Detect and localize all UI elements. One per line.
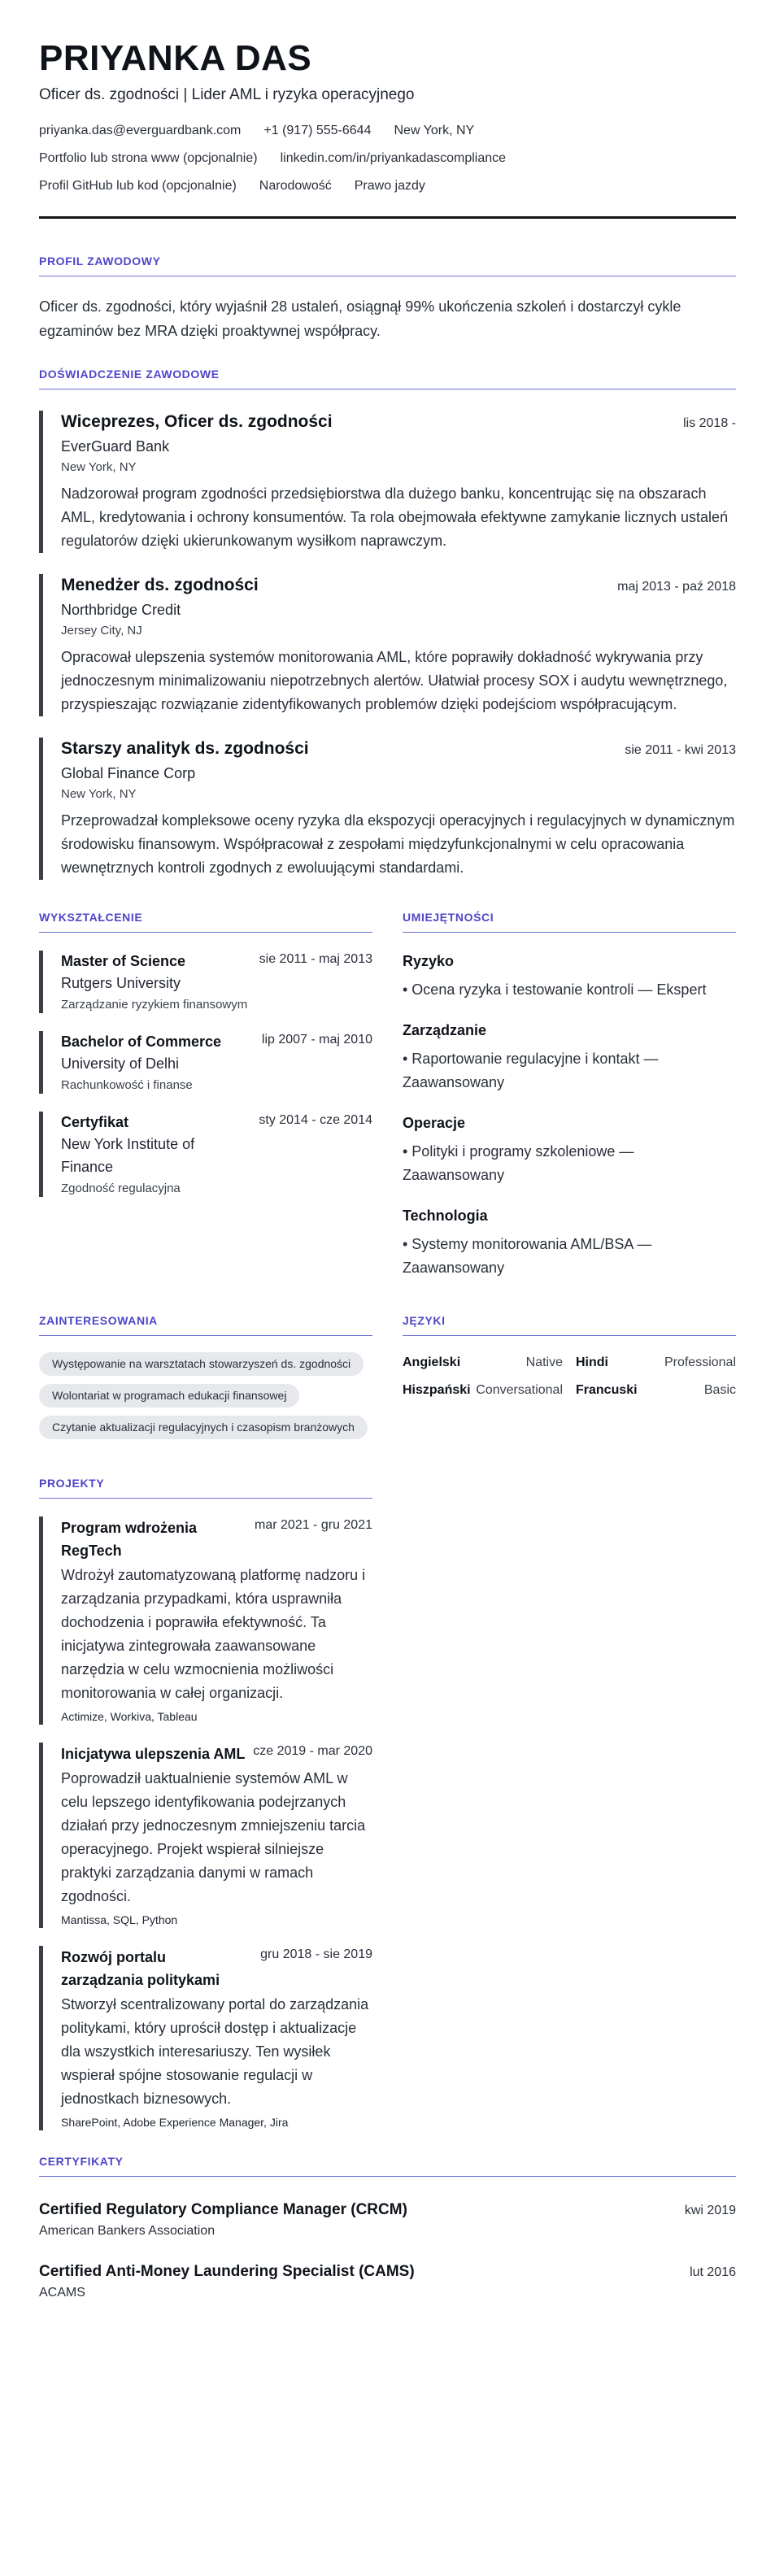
- project-entry: [39, 1946, 372, 2130]
- education-date: sie 2011 - maj 2013: [259, 952, 372, 966]
- job-location: Jersey City, NJ: [61, 624, 142, 637]
- interest-chip: Czytanie aktualizacji regulacyjnych i czasopism branżowych: [39, 1416, 368, 1439]
- candidate-name: PRIYANKA DAS: [39, 38, 312, 78]
- headline: Oficer ds. zgodności | Lider AML i ryzyka operacyjnego: [39, 86, 415, 103]
- job-description: Przeprowadzał kompleksowe oceny ryzyka dla ekspozycji operacyjnych i regulacyjnych w dynamicznym środowisku finansowym. Współpracował z zespołami międzyfunkcjonalnymi w celu opracowania wewnętrznych kontroli zgodnych z ewoluującymi standardami.: [61, 812, 735, 876]
- education-entry: [39, 1031, 372, 1094]
- language-entry: [576, 1383, 736, 1398]
- section-title: ZAINTERESOWANIA: [39, 1314, 372, 1336]
- certifications-section: [39, 2155, 736, 2300]
- section-title: PROFIL ZAWODOWY: [39, 255, 736, 276]
- skill-category-name: Technologia: [403, 1208, 488, 1224]
- skill-item: • Raportowanie regulacyjne i kontakt — Zaawansowany: [403, 1051, 659, 1090]
- job-entry: [39, 411, 736, 553]
- skill-category-name: Operacje: [403, 1115, 466, 1131]
- interest-chips: [39, 1352, 372, 1447]
- education-date: sty 2014 - cze 2014: [259, 1113, 372, 1127]
- field-of-study: Zgodność regulacyjna: [61, 1181, 181, 1195]
- summary-section: [39, 255, 736, 343]
- education-date: lip 2007 - maj 2010: [261, 1033, 372, 1046]
- job-date: sie 2011 - kwi 2013: [625, 743, 736, 757]
- language-level: Professional: [664, 1355, 736, 1369]
- education-section: [39, 911, 372, 1280]
- project-date: gru 2018 - sie 2019: [260, 1947, 372, 1961]
- section-title: WYKSZTAŁCENIE: [39, 911, 372, 933]
- location-text: New York, NY: [394, 124, 475, 137]
- languages-section: [403, 1314, 736, 1447]
- job-location: New York, NY: [61, 460, 137, 474]
- portfolio-link[interactable]: Portfolio lub strona www (opcjonalnie): [39, 151, 258, 165]
- language-name: Francuski: [576, 1383, 638, 1397]
- job-entry: [39, 738, 736, 880]
- job-date: lis 2018 -: [683, 416, 736, 430]
- license-text: Prawo jazdy: [354, 179, 425, 193]
- header-divider: [39, 216, 736, 219]
- experience-section: [39, 368, 736, 880]
- skill-category: [403, 951, 736, 1002]
- degree: Certyfikat: [61, 1114, 129, 1130]
- certification-date: lut 2016: [690, 2265, 736, 2279]
- skill-category: [403, 1020, 736, 1094]
- project-tech: Actimize, Workiva, Tableau: [61, 1710, 198, 1723]
- language-name: Hindi: [576, 1355, 608, 1369]
- school: Rutgers University: [61, 975, 181, 991]
- certification-entry: [39, 2200, 736, 2239]
- education-entry: [39, 1112, 372, 1197]
- job-date: maj 2013 - paź 2018: [617, 580, 736, 594]
- project-entry: [39, 1743, 372, 1928]
- skill-item: • Polityki i programy szkoleniowe — Zaawansowany: [403, 1143, 634, 1183]
- job-company: EverGuard Bank: [61, 438, 170, 455]
- certification-name: Certified Regulatory Compliance Manager (CRCM): [39, 2201, 407, 2218]
- two-column-row: [39, 1314, 736, 1447]
- github-link[interactable]: Profil GitHub lub kod (opcjonalnie): [39, 179, 237, 193]
- skill-item: • Systemy monitorowania AML/BSA — Zaawansowany: [403, 1236, 652, 1276]
- language-level: Native: [525, 1355, 563, 1369]
- section-title: JĘZYKI: [403, 1314, 736, 1336]
- language-entry: [403, 1355, 563, 1370]
- language-grid: [403, 1355, 736, 1398]
- field-of-study: Zarządzanie ryzykiem finansowym: [61, 998, 248, 1012]
- certification-entry: [39, 2261, 736, 2300]
- certification-org: ACAMS: [39, 2286, 85, 2300]
- school: University of Delhi: [61, 1055, 180, 1072]
- linkedin-link[interactable]: linkedin.com/in/priyankadascompliance: [280, 151, 507, 165]
- language-name: Hiszpański: [403, 1383, 471, 1397]
- project-entry: [39, 1516, 372, 1725]
- certification-date: kwi 2019: [684, 2204, 736, 2217]
- degree: Bachelor of Commerce: [61, 1033, 222, 1050]
- project-tech: SharePoint, Adobe Experience Manager, Jira: [61, 2116, 289, 2129]
- contact-row: [39, 122, 736, 140]
- job-title: Wiceprezes, Oficer ds. zgodności: [61, 412, 333, 431]
- language-level: Conversational: [476, 1383, 563, 1397]
- section-title: CERTYFIKATY: [39, 2155, 736, 2177]
- project-description: Poprowadził uaktualnienie systemów AML w celu lepszego identyfikowania podejrzanych działań przy jednoczesnym zmniejszeniu tarcia operacyjnego. Projekt wspierał silniejsze praktyki zarządzania danymi w ramach zgodności.: [61, 1770, 366, 1904]
- interest-chip: Wolontariat w programach edukacji finansowej: [39, 1384, 299, 1408]
- links-row: [39, 150, 736, 168]
- interest-chip: Występowanie na warsztatach stowarzyszeń ds. zgodności: [39, 1352, 364, 1376]
- job-title: Menedżer ds. zgodności: [61, 576, 259, 594]
- skills-section: [403, 911, 736, 1280]
- language-entry: [403, 1383, 563, 1398]
- nationality-text: Narodowość: [259, 179, 332, 193]
- project-description: Wdrożył zautomatyzowaną platformę nadzoru i zarządzania przypadkami, która usprawniła dochodzenia i poprawiła efektywność. Ta inicjatywa zintegrowała zaawansowane narzędzia w celu wzmocnienia możliwości monitorowania w całej organizacji.: [61, 1567, 366, 1701]
- project-description: Stworzył scentralizowany portal do zarządzania politykami, który uprościł dostęp i aktualizacje dla wszystkich interesariuszy. Ten wysiłek wspierał spójne stosowanie regulacji w jednostkach biznesowych.: [61, 1996, 369, 2107]
- skill-category: [403, 1205, 736, 1280]
- language-level: Basic: [703, 1383, 736, 1397]
- projects-section: [39, 1477, 372, 2130]
- education-entry: [39, 951, 372, 1013]
- interests-section: [39, 1314, 372, 1447]
- field-of-study: Rachunkowość i finanse: [61, 1078, 193, 1092]
- job-entry: [39, 574, 736, 716]
- job-description: Opracował ulepszenia systemów monitorowania AML, które poprawiły dokładność wykrywania przy jednoczesnym minimalizowaniu niepotrzebnych alertów. Ułatwiał procesy SOX i audytu wewnętrznego, przyspieszając rozwiązanie zidentyfikowanych problemów dzięki podejściom współpracującym.: [61, 649, 728, 712]
- email-link[interactable]: priyanka.das@everguardbank.com: [39, 124, 242, 137]
- project-tech: Mantissa, SQL, Python: [61, 1913, 178, 1926]
- job-description: Nadzorował program zgodności przedsiębiorstwa dla dużego banku, koncentrując się na obszarach AML, kredytowania i ochrony konsumentów. Ta rola obejmowała efektywne zamykanie licznych ustaleń regulatorów dzięki ukierunkowanym wysiłkom naprawczym.: [61, 485, 729, 549]
- section-title: PROJEKTY: [39, 1477, 372, 1499]
- certification-name: Certified Anti-Money Laundering Specialist (CAMS): [39, 2263, 415, 2280]
- skill-category: [403, 1112, 736, 1187]
- job-location: New York, NY: [61, 787, 137, 801]
- section-title: DOŚWIADCZENIE ZAWODOWE: [39, 368, 736, 389]
- section-title: UMIEJĘTNOŚCI: [403, 911, 736, 933]
- certification-org: American Bankers Association: [39, 2224, 216, 2238]
- skill-category-name: Ryzyko: [403, 953, 455, 969]
- job-company: Global Finance Corp: [61, 765, 196, 781]
- project-title: Rozwój portalu zarządzania politykami: [61, 1949, 220, 1988]
- project-date: mar 2021 - gru 2021: [255, 1518, 372, 1532]
- project-title: Program wdrożenia RegTech: [61, 1520, 198, 1559]
- degree: Master of Science: [61, 953, 186, 969]
- job-company: Northbridge Credit: [61, 602, 181, 618]
- language-name: Angielski: [403, 1355, 461, 1369]
- school: New York Institute of Finance: [61, 1136, 195, 1175]
- summary-text: Oficer ds. zgodności, który wyjaśnił 28 ustaleń, osiągnął 99% ukończenia szkoleń i dostarczył cykle egzaminów bez MRA dzięki proaktywnej współpracy.: [39, 298, 681, 339]
- skill-category-name: Zarządzanie: [403, 1022, 487, 1038]
- project-date: cze 2019 - mar 2020: [253, 1744, 372, 1758]
- resume-header: [39, 37, 736, 219]
- phone-text: +1 (917) 555-6644: [263, 124, 372, 137]
- skill-item: • Ocena ryzyka i testowanie kontroli — Ekspert: [403, 981, 707, 998]
- two-column-row: [39, 911, 736, 1280]
- language-entry: [576, 1355, 736, 1370]
- extra-row: [39, 177, 736, 195]
- job-title: Starszy analityk ds. zgodności: [61, 739, 309, 758]
- project-title: Inicjatywa ulepszenia AML: [61, 1746, 246, 1762]
